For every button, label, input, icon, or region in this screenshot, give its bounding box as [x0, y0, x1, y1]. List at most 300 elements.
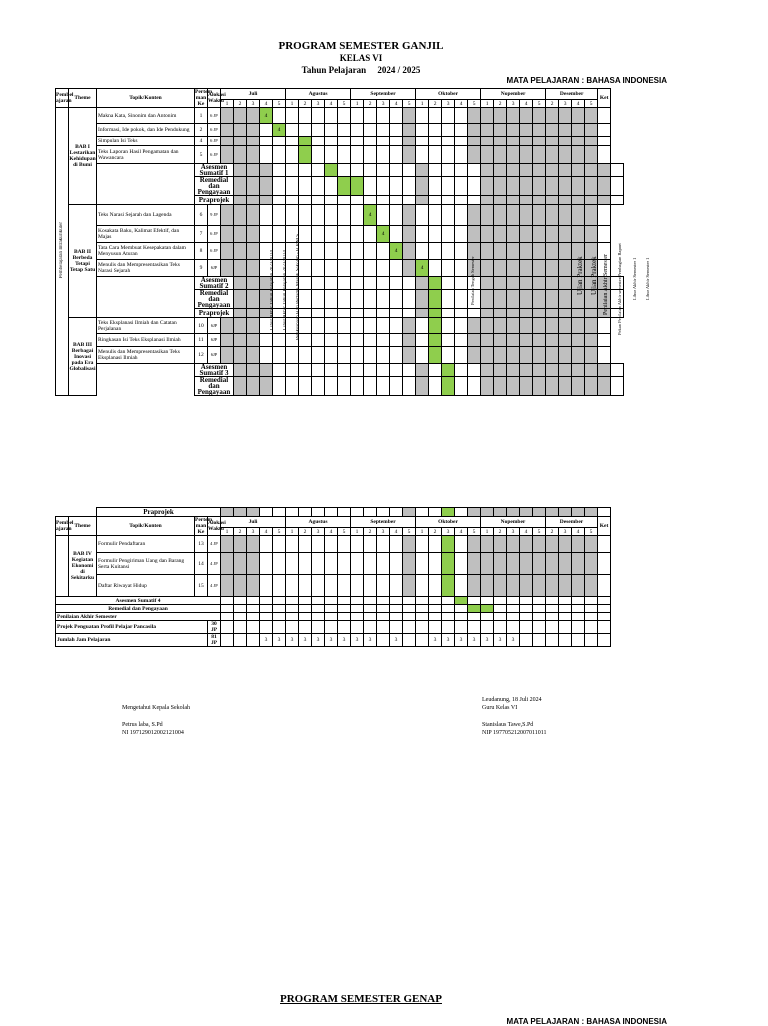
schedule-cell	[403, 634, 416, 647]
schedule-cell	[221, 108, 234, 124]
schedule-cell	[416, 377, 429, 396]
schedule-cell	[416, 277, 429, 290]
schedule-cell	[572, 508, 585, 517]
topic-cell: Menulis dan Mempresentasikan Teks Narasi Sejarah	[97, 260, 195, 277]
schedule-cell	[364, 613, 377, 621]
week-number: 1	[286, 100, 299, 108]
schedule-cell	[520, 318, 533, 334]
schedule-cell	[533, 613, 546, 621]
col-header-alokasi: Alokasi Waktu	[208, 517, 221, 536]
schedule-cell	[481, 290, 494, 309]
schedule-cell	[520, 277, 533, 290]
schedule-cell	[481, 243, 494, 260]
schedule-cell	[572, 364, 585, 377]
schedule-cell	[546, 553, 559, 575]
exam-label-1: Ujian Praktek	[576, 256, 584, 295]
schedule-cell	[364, 146, 377, 164]
schedule-cell	[559, 243, 572, 260]
schedule-cell	[494, 318, 507, 334]
schedule-cell	[260, 205, 273, 226]
topic-cell: Teks Narasi Sejarah dan Lagenda	[97, 205, 195, 226]
col-header-theme: Theme	[69, 89, 97, 108]
schedule-cell	[351, 146, 364, 164]
schedule-cell	[559, 621, 572, 634]
schedule-cell	[533, 124, 546, 137]
week-number: 5	[273, 100, 286, 108]
schedule-cell	[481, 347, 494, 364]
schedule-cell	[260, 605, 273, 613]
schedule-cell	[481, 226, 494, 243]
schedule-cell	[455, 553, 468, 575]
month-header: September	[351, 517, 416, 528]
page-title: PROGRAM SEMESTER GANJIL	[278, 40, 444, 52]
schedule-cell	[468, 137, 481, 146]
time-allocation: 6JP	[208, 334, 221, 347]
schedule-cell	[247, 613, 260, 621]
schedule-cell	[338, 277, 351, 290]
schedule-cell	[481, 364, 494, 377]
schedule-cell	[520, 575, 533, 597]
schedule-cell	[221, 597, 234, 605]
schedule-cell	[429, 260, 442, 277]
time-allocation: 6 JP	[208, 108, 221, 124]
month-header: Oktober	[416, 89, 481, 100]
schedule-cell	[429, 277, 442, 290]
schedule-cell	[247, 536, 260, 553]
schedule-cell	[494, 164, 507, 177]
schedule-cell	[585, 364, 598, 377]
schedule-cell	[546, 226, 559, 243]
week-number: 3	[377, 528, 390, 536]
week-number: 5	[468, 528, 481, 536]
schedule-cell	[312, 196, 325, 205]
schedule-cell	[546, 177, 559, 196]
schedule-cell	[403, 196, 416, 205]
schedule-cell	[338, 108, 351, 124]
week-number: 4	[455, 100, 468, 108]
week-number: 2	[494, 100, 507, 108]
schedule-cell	[247, 205, 260, 226]
schedule-cell	[299, 536, 312, 553]
schedule-cell	[390, 124, 403, 137]
schedule-cell	[572, 377, 585, 396]
principal-signature	[122, 704, 190, 737]
ket-cell	[598, 318, 611, 334]
schedule-cell	[221, 226, 234, 243]
schedule-cell	[312, 146, 325, 164]
schedule-cell	[403, 164, 416, 177]
theme-cell: BAB II Berbeda Tetapi Tetap Satu	[69, 205, 97, 318]
schedule-cell	[442, 108, 455, 124]
schedule-cell	[416, 621, 429, 634]
schedule-cell	[520, 290, 533, 309]
schedule-cell	[260, 177, 273, 196]
schedule-cell	[416, 575, 429, 597]
schedule-cell	[416, 108, 429, 124]
schedule-cell	[507, 196, 520, 205]
week-number: 4	[390, 528, 403, 536]
schedule-cell	[221, 124, 234, 137]
schedule-cell	[533, 334, 546, 347]
col-header-pertemuan: Pertem man Ke	[195, 89, 213, 107]
col-header-alokasi: Alokasi Waktu	[208, 89, 221, 108]
schedule-cell	[260, 613, 273, 621]
week-number: 1	[221, 528, 234, 536]
schedule-cell	[325, 334, 338, 347]
exam-label-2: Ujian Praktek	[590, 256, 598, 295]
schedule-cell	[455, 364, 468, 377]
schedule-cell	[494, 137, 507, 146]
teacher-signature	[482, 696, 547, 737]
ket-cell	[611, 164, 624, 177]
schedule-cell	[481, 277, 494, 290]
schedule-cell	[286, 536, 299, 553]
schedule-cell	[559, 377, 572, 396]
blank-cell	[97, 290, 195, 309]
schedule-cell	[273, 605, 286, 613]
week-number: 4	[572, 528, 585, 536]
schedule-cell	[546, 243, 559, 260]
schedule-cell	[364, 536, 377, 553]
schedule-cell	[572, 309, 585, 318]
topic-cell: Kosakata Baku, Kalimat Efektif, dan Majas	[97, 226, 195, 243]
schedule-cell	[338, 364, 351, 377]
section-label: Asesmen Sumatif 1	[195, 164, 234, 177]
week-number: 5	[533, 100, 546, 108]
schedule-cell	[286, 347, 299, 364]
schedule-cell	[572, 334, 585, 347]
schedule-cell	[442, 277, 455, 290]
schedule-cell	[247, 108, 260, 124]
schedule-cell	[494, 243, 507, 260]
schedule-cell	[455, 318, 468, 334]
schedule-cell	[546, 277, 559, 290]
schedule-cell	[429, 508, 442, 517]
week-number: 1	[481, 100, 494, 108]
schedule-cell	[234, 226, 247, 243]
schedule-cell	[325, 146, 338, 164]
week-number: 2	[364, 528, 377, 536]
schedule-cell	[338, 575, 351, 597]
col-header-ket: Ket	[598, 89, 611, 108]
schedule-cell	[416, 309, 429, 318]
schedule-cell	[312, 205, 325, 226]
meeting-number: 15	[195, 575, 208, 597]
col-header-theme: Theme	[69, 517, 97, 536]
ket-cell	[598, 226, 611, 243]
schedule-cell: 4	[260, 108, 273, 124]
meeting-number: 1	[195, 108, 208, 124]
ket-cell	[598, 508, 611, 517]
schedule-cell	[559, 137, 572, 146]
schedule-cell	[351, 277, 364, 290]
schedule-cell	[234, 575, 247, 597]
schedule-cell	[585, 553, 598, 575]
schedule-cell	[364, 196, 377, 205]
week-number: 3	[312, 528, 325, 536]
schedule-cell	[312, 613, 325, 621]
schedule-cell	[416, 226, 429, 243]
schedule-cell	[247, 334, 260, 347]
schedule-cell	[416, 613, 429, 621]
schedule-cell	[377, 634, 390, 647]
schedule-cell	[364, 290, 377, 309]
schedule-cell	[338, 196, 351, 205]
schedule-cell	[494, 605, 507, 613]
schedule-cell	[520, 508, 533, 517]
schedule-cell	[559, 605, 572, 613]
schedule-cell: 3	[507, 634, 520, 647]
schedule-cell	[416, 196, 429, 205]
schedule-cell	[364, 318, 377, 334]
schedule-cell	[585, 196, 598, 205]
schedule-cell	[520, 243, 533, 260]
schedule-cell	[455, 377, 468, 396]
schedule-cell	[520, 124, 533, 137]
schedule-cell	[299, 621, 312, 634]
week-number: 2	[546, 100, 559, 108]
schedule-cell	[442, 347, 455, 364]
schedule-cell	[273, 177, 286, 196]
schedule-cell	[234, 137, 247, 146]
schedule-cell	[520, 137, 533, 146]
schedule-cell	[481, 196, 494, 205]
schedule-cell	[221, 553, 234, 575]
meeting-number: 5	[195, 146, 208, 164]
topic-cell: Formulir Pendaftaran	[97, 536, 195, 553]
schedule-cell	[325, 621, 338, 634]
schedule-cell	[221, 613, 234, 621]
schedule-cell	[247, 318, 260, 334]
topic-cell: Formulir Pengiriman Uang dan Barang Serta Kuitansi	[97, 553, 195, 575]
schedule-cell	[572, 575, 585, 597]
schedule-cell	[507, 177, 520, 196]
schedule-cell	[286, 553, 299, 575]
schedule-cell	[585, 613, 598, 621]
schedule-cell	[312, 226, 325, 243]
schedule-cell	[546, 508, 559, 517]
schedule-cell	[559, 226, 572, 243]
schedule-cell	[559, 146, 572, 164]
schedule-cell	[546, 621, 559, 634]
schedule-cell	[260, 364, 273, 377]
schedule-cell	[247, 196, 260, 205]
schedule-cell	[507, 108, 520, 124]
week-number: 4	[572, 100, 585, 108]
schedule-cell	[455, 108, 468, 124]
schedule-cell	[520, 621, 533, 634]
schedule-cell	[585, 536, 598, 553]
schedule-cell	[364, 260, 377, 277]
schedule-cell	[286, 124, 299, 137]
schedule-cell	[377, 277, 390, 290]
schedule-cell	[286, 146, 299, 164]
week-number: 4	[325, 528, 338, 536]
schedule-cell	[533, 260, 546, 277]
schedule-cell	[351, 243, 364, 260]
month-header: Juli	[221, 89, 286, 100]
schedule-cell	[338, 347, 351, 364]
schedule-cell	[338, 243, 351, 260]
schedule-cell	[247, 553, 260, 575]
schedule-cell	[325, 277, 338, 290]
schedule-cell	[494, 205, 507, 226]
schedule-cell	[221, 260, 234, 277]
ket-cell	[598, 536, 611, 553]
schedule-cell	[390, 364, 403, 377]
schedule-cell	[520, 226, 533, 243]
schedule-cell	[520, 196, 533, 205]
schedule-cell	[585, 124, 598, 137]
schedule-cell	[273, 597, 286, 605]
schedule-cell	[221, 146, 234, 164]
schedule-cell	[559, 613, 572, 621]
schedule-cell	[585, 164, 598, 177]
next-page-title: PROGRAM SEMESTER GENAP	[280, 993, 442, 1005]
schedule-cell	[481, 605, 494, 613]
schedule-cell	[312, 290, 325, 309]
schedule-cell	[338, 137, 351, 146]
week-number: 5	[403, 100, 416, 108]
schedule-cell	[533, 290, 546, 309]
schedule-cell	[494, 108, 507, 124]
schedule-cell: 3	[260, 634, 273, 647]
schedule-cell	[351, 347, 364, 364]
schedule-cell	[338, 613, 351, 621]
time-allocation: 6JP	[208, 318, 221, 334]
final-exam-label: Penilaian Akhir Semester	[603, 254, 609, 315]
schedule-cell	[455, 164, 468, 177]
schedule-cell: 3	[481, 634, 494, 647]
schedule-cell	[559, 309, 572, 318]
col-header-ket: Ket	[598, 517, 611, 536]
schedule-cell	[338, 260, 351, 277]
schedule-cell	[546, 364, 559, 377]
topic-cell: Makna Kata, Sinonim dan Antonim	[97, 108, 195, 124]
schedule-cell	[494, 277, 507, 290]
week-number: 1	[221, 100, 234, 108]
month-header: Nopember	[481, 517, 546, 528]
schedule-cell	[533, 634, 546, 647]
schedule-cell	[325, 205, 338, 226]
class-label: KELAS VI	[339, 53, 383, 63]
schedule-cell	[468, 364, 481, 377]
schedule-cell	[338, 377, 351, 396]
schedule-cell	[351, 164, 364, 177]
teacher-title: Guru Kelas VI	[482, 705, 518, 711]
schedule-cell	[221, 621, 234, 634]
schedule-cell	[234, 605, 247, 613]
schedule-cell	[377, 334, 390, 347]
schedule-cell	[247, 290, 260, 309]
schedule-cell	[338, 318, 351, 334]
schedule-cell	[481, 597, 494, 605]
schedule-cell	[273, 613, 286, 621]
schedule-cell	[572, 164, 585, 177]
schedule-cell	[286, 164, 299, 177]
schedule-cell	[260, 124, 273, 137]
schedule-cell	[351, 196, 364, 205]
schedule-cell	[377, 146, 390, 164]
schedule-cell	[403, 226, 416, 243]
schedule-cell	[429, 347, 442, 364]
schedule-cell	[247, 260, 260, 277]
schedule-cell	[533, 508, 546, 517]
schedule-cell	[416, 597, 429, 605]
schedule-cell	[325, 290, 338, 309]
schedule-cell	[507, 597, 520, 605]
schedule-cell	[221, 318, 234, 334]
month-header: Desember	[546, 517, 598, 528]
meeting-number: 2	[195, 124, 208, 137]
schedule-cell	[338, 146, 351, 164]
schedule-cell	[442, 290, 455, 309]
ket-cell	[611, 377, 624, 396]
schedule-cell	[299, 108, 312, 124]
summary-label: Penilaian Akhir Semester	[56, 613, 221, 621]
week-number: 4	[325, 100, 338, 108]
schedule-cell	[338, 164, 351, 177]
schedule-cell	[390, 290, 403, 309]
week-number: 2	[429, 528, 442, 536]
schedule-cell	[559, 205, 572, 226]
schedule-cell	[494, 196, 507, 205]
schedule-cell	[234, 613, 247, 621]
schedule-cell	[494, 226, 507, 243]
schedule-cell	[572, 536, 585, 553]
schedule-cell	[455, 226, 468, 243]
schedule-cell	[338, 508, 351, 517]
principal-title: Mengetahui Kepala Sekolah	[122, 705, 190, 711]
schedule-cell	[468, 575, 481, 597]
schedule-cell	[533, 137, 546, 146]
schedule-cell	[273, 146, 286, 164]
schedule-cell	[247, 364, 260, 377]
schedule-cell	[286, 621, 299, 634]
schedule-cell	[585, 226, 598, 243]
week-number: 2	[429, 100, 442, 108]
schedule-cell	[234, 347, 247, 364]
col-header-topik: Topik/Konten	[97, 89, 195, 108]
schedule-cell	[455, 243, 468, 260]
ket-cell	[611, 364, 624, 377]
schedule-cell	[429, 318, 442, 334]
schedule-cell	[234, 309, 247, 318]
schedule-cell	[455, 597, 468, 605]
schedule-cell	[494, 334, 507, 347]
schedule-cell	[364, 124, 377, 137]
schedule-cell	[247, 377, 260, 396]
schedule-cell	[416, 290, 429, 309]
schedule-cell	[442, 309, 455, 318]
schedule-cell	[481, 309, 494, 318]
schedule-cell	[507, 318, 520, 334]
schedule-cell	[377, 364, 390, 377]
schedule-cell	[377, 377, 390, 396]
schedule-cell	[338, 226, 351, 243]
schedule-cell	[247, 347, 260, 364]
week-number: 4	[390, 100, 403, 108]
schedule-cell	[481, 108, 494, 124]
schedule-cell	[585, 575, 598, 597]
schedule-cell	[494, 146, 507, 164]
schedule-cell	[234, 177, 247, 196]
semester-table-1	[55, 88, 676, 396]
schedule-cell	[533, 318, 546, 334]
schedule-cell	[416, 124, 429, 137]
schedule-cell	[559, 196, 572, 205]
schedule-cell	[455, 146, 468, 164]
